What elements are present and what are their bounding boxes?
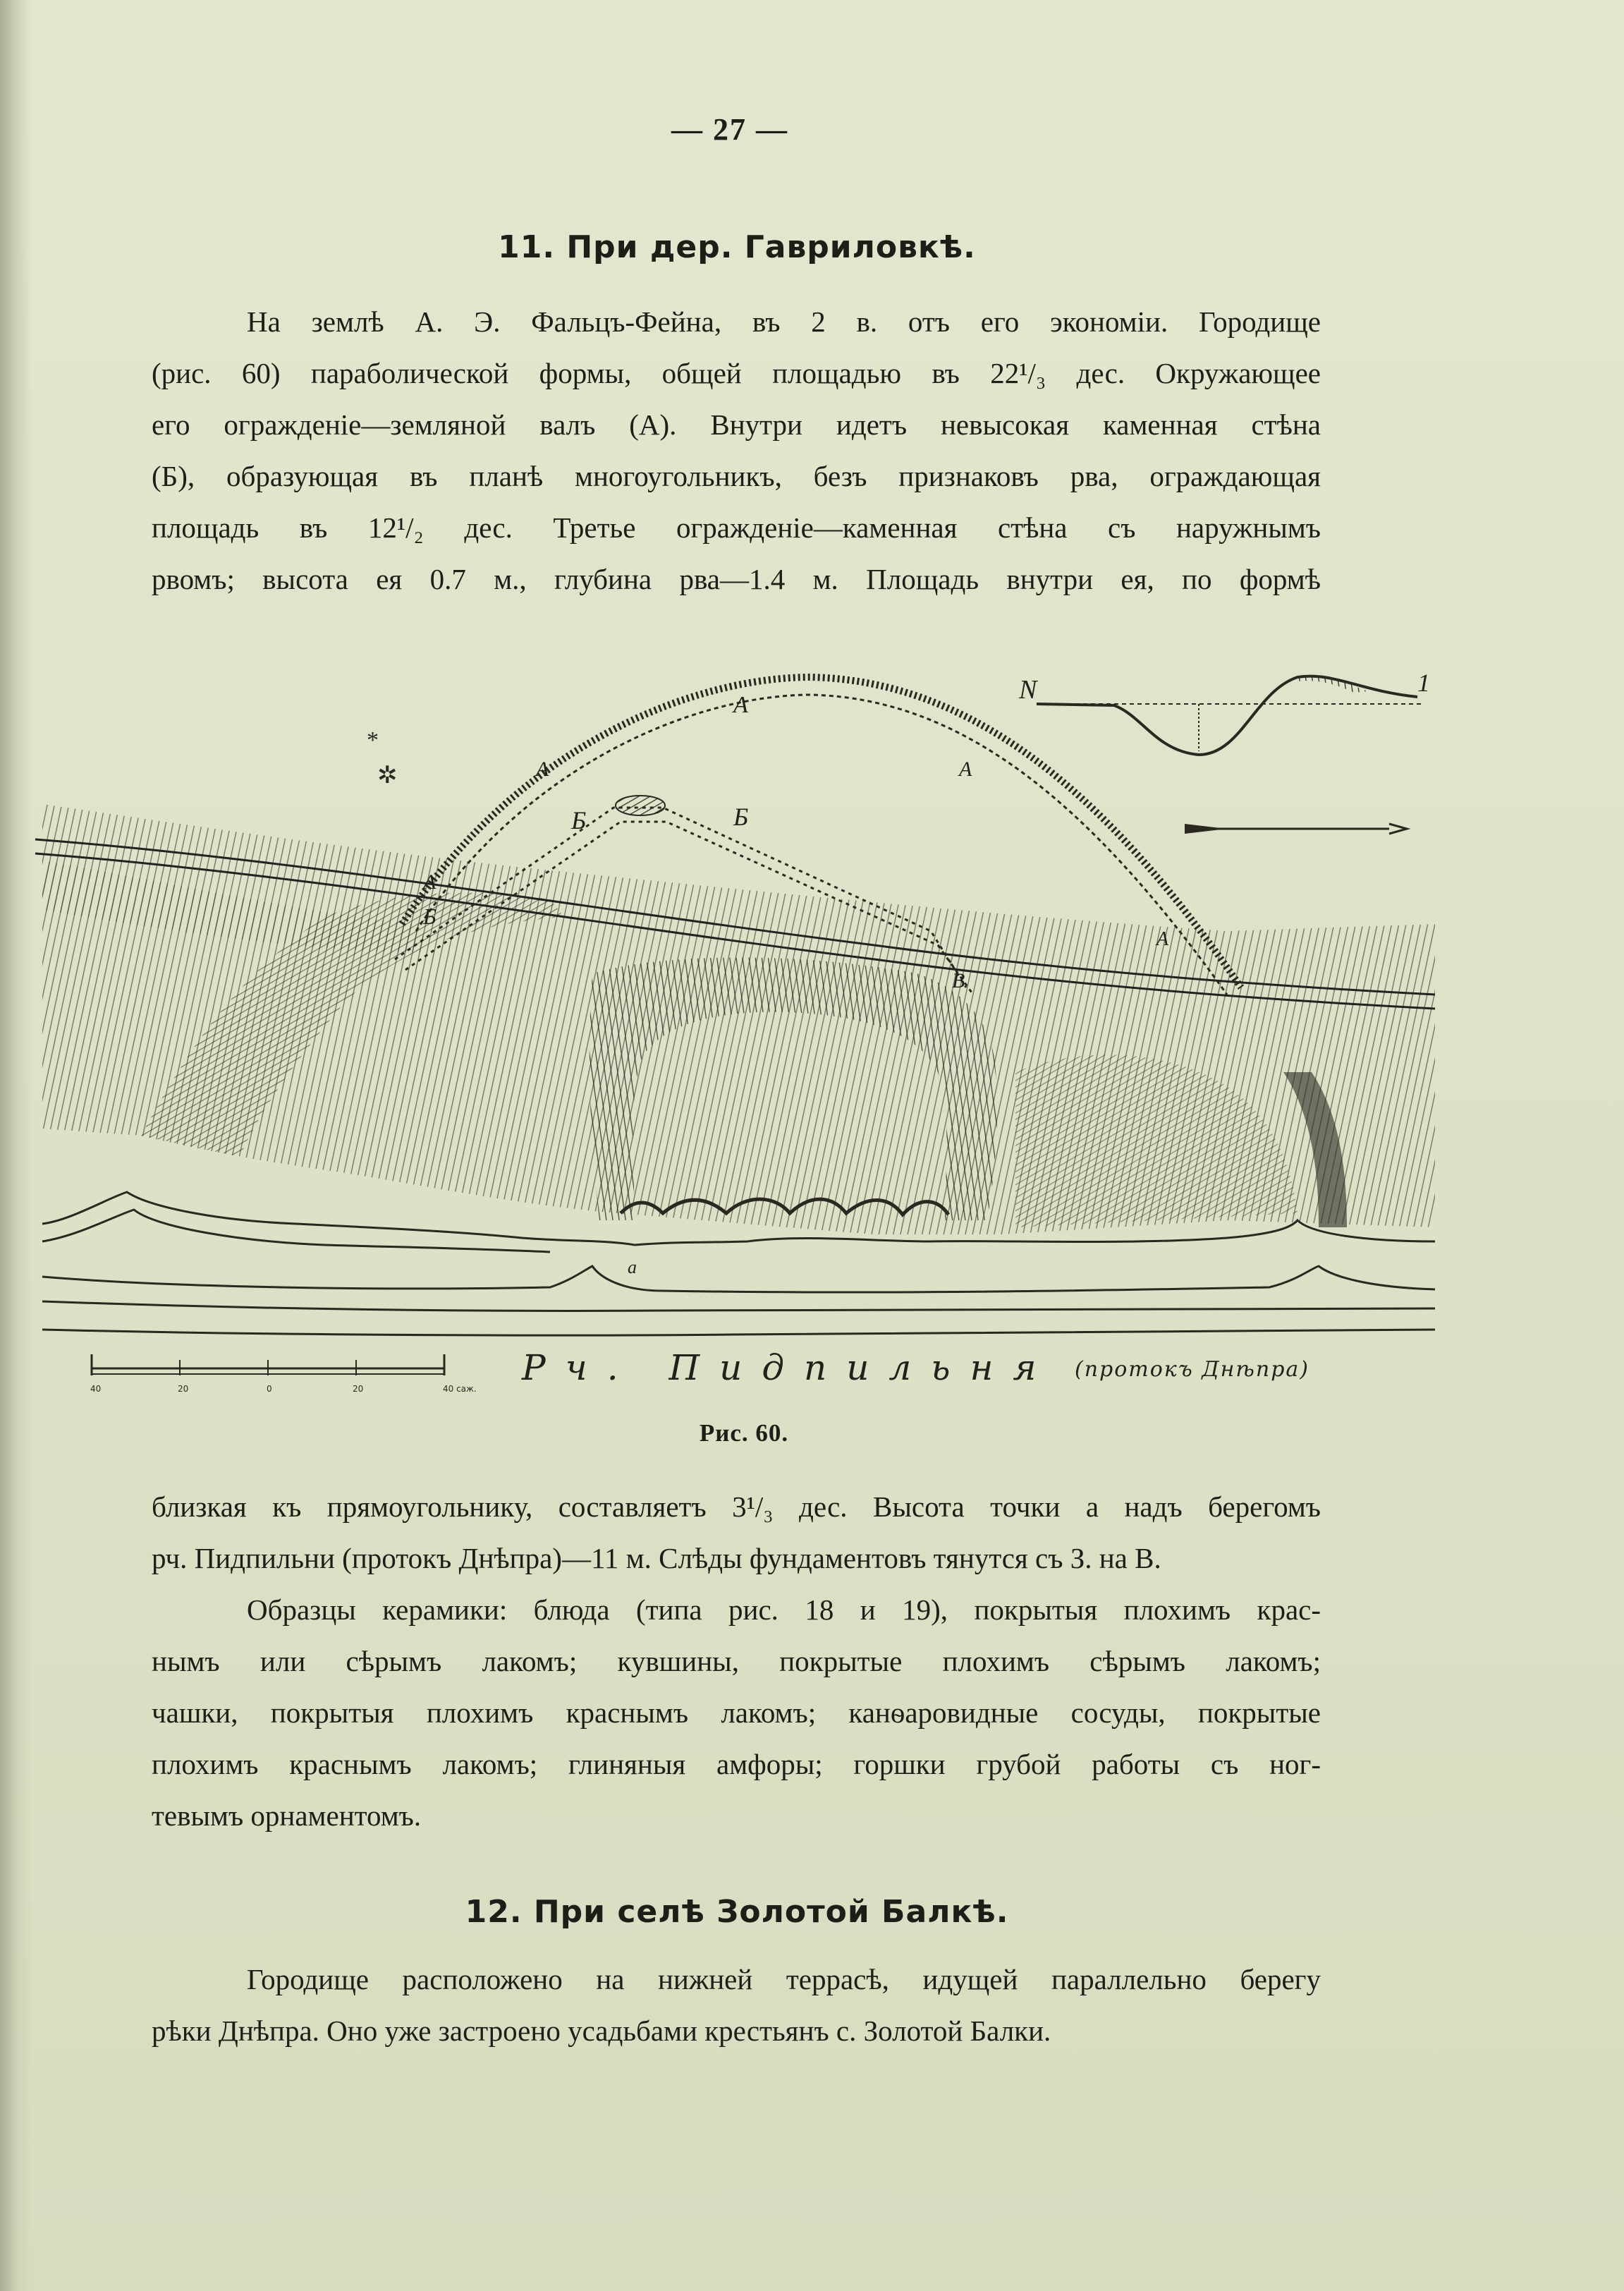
text-line: тевымъ орнаментомъ. xyxy=(152,1799,422,1832)
text-line: нымъ или сѣрымъ лакомъ; кувшины, покрытые плохимъ сѣрымъ лакомъ; xyxy=(152,1645,1321,1677)
svg-text:*: * xyxy=(367,727,379,753)
cross-section-profile xyxy=(1018,669,1430,755)
river-label: Рч. Пидпильня xyxy=(522,1347,1056,1388)
label-a-top: А xyxy=(733,692,748,718)
figure-caption: Рис. 60. xyxy=(699,1419,789,1447)
text-line: рѣки Днѣпра. Оно уже застроено усадьбами крестьянъ с. Золотой Балки. xyxy=(152,2015,1051,2047)
scale-label: 20 xyxy=(178,1384,189,1394)
label-profile-end: 1 xyxy=(1417,669,1430,697)
label-b-3: Б xyxy=(423,904,436,929)
label-b-2: Б xyxy=(733,803,749,831)
label-v: В xyxy=(952,969,965,992)
text-line: Образцы керамики: блюда (типа рис. 18 и 19), покрытыя плохимъ крас- xyxy=(247,1593,1321,1626)
text-line: Городище расположено на нижней террасѣ, идущей параллельно берегу xyxy=(247,1963,1321,1995)
scale-label: 40 саж. xyxy=(443,1384,477,1394)
label-a-left: А xyxy=(536,758,549,781)
label-b-1: Б xyxy=(571,806,587,834)
scale-label: 20 xyxy=(353,1384,364,1394)
river-note: (протокъ Днѣпра) xyxy=(1075,1357,1309,1382)
svg-text:✲: ✲ xyxy=(377,762,398,789)
tree-symbols xyxy=(367,727,398,789)
label-a-east: А xyxy=(1156,928,1169,950)
page-number: — 27 — xyxy=(671,112,788,147)
section-11-title: 11. При дер. Гавриловкѣ. xyxy=(498,229,976,265)
text-line: близкая къ прямоугольнику, составляетъ 3¹/₃ дес. Высота точки а надъ берегомъ xyxy=(152,1490,1321,1523)
scale-label: 40 xyxy=(90,1384,102,1394)
text-line: (рис. 60) параболической формы, общей площадью въ 22¹/₃ дес. Окружающее xyxy=(152,357,1321,389)
section-11-paragraph-2 xyxy=(152,1481,1321,1584)
label-north: N xyxy=(1019,675,1037,705)
scale-bar xyxy=(92,1354,444,1375)
section-12-paragraph-1 xyxy=(152,1954,1321,2057)
section-11-paragraph-3 xyxy=(152,1584,1321,1842)
text-line: площадь въ 12¹/₂ дес. Третье огражденіе—каменная стѣна съ наружнымъ xyxy=(152,511,1321,544)
compass-arrow xyxy=(1185,824,1407,834)
text-line: чашки, покрытыя плохимъ краснымъ лакомъ; канѳаровидные сосуды, покрытые xyxy=(152,1696,1321,1729)
text-line: его огражденіе—земляной валъ (А). Внутри идетъ невысокая каменная стѣна xyxy=(152,408,1321,441)
text-line: рч. Пидпильни (протокъ Днѣпра)—11 м. Слѣды фундаментовъ тянутся съ З. на В. xyxy=(152,1542,1161,1574)
terrain-hatching xyxy=(42,804,1435,1234)
section-11-paragraph-1 xyxy=(152,296,1321,605)
text-line: плохимъ краснымъ лакомъ; глиняныя амфоры; горшки грубой работы съ ног- xyxy=(152,1748,1321,1780)
label-a-right: А xyxy=(959,758,972,781)
figure-60-plan xyxy=(28,621,1453,1411)
text-line: На землѣ А. Э. Фальцъ-Фейна, въ 2 в. отъ его экономіи. Городище xyxy=(247,305,1321,338)
text-line: (Б), образующая въ планѣ многоугольникъ, безъ признаковъ рва, ограждающая xyxy=(152,460,1321,492)
section-12-title: 12. При селѣ Золотой Балкѣ. xyxy=(465,1894,1009,1930)
wall-b-corner-mound xyxy=(616,796,665,815)
text-line: рвомъ; высота ея 0.7 м., глубина рва—1.4 м. Площадь внутри ея, по формѣ xyxy=(152,563,1321,595)
label-point-a: а xyxy=(628,1257,637,1277)
label-a-west: А xyxy=(423,870,436,894)
scale-label: 0 xyxy=(267,1384,272,1394)
